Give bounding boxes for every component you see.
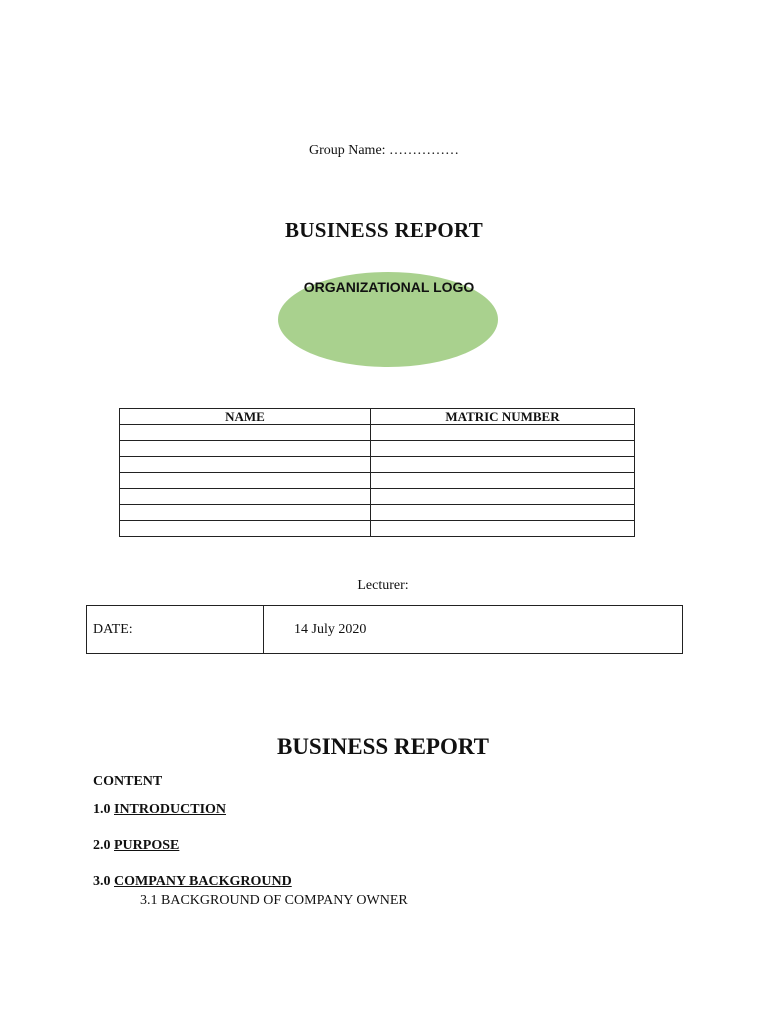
toc-subitem-company-owner: 3.1 BACKGROUND OF COMPANY OWNER	[140, 893, 408, 908]
name-cell[interactable]	[120, 505, 371, 521]
toc-item-link[interactable]: PURPOSE	[114, 838, 180, 853]
table-row	[120, 425, 635, 441]
matric-cell[interactable]	[371, 505, 635, 521]
date-label: DATE:	[87, 606, 264, 654]
toc-item-company-background[interactable]	[93, 874, 292, 890]
matric-cell[interactable]	[371, 441, 635, 457]
matric-number-column-header: MATRIC NUMBER	[371, 409, 635, 425]
matric-cell[interactable]	[371, 521, 635, 537]
contents-heading: CONTENT	[93, 774, 163, 789]
name-cell[interactable]	[120, 489, 371, 505]
members-table	[119, 408, 635, 537]
table-header-row	[120, 409, 635, 425]
table-row	[120, 505, 635, 521]
matric-cell[interactable]	[371, 489, 635, 505]
matric-cell[interactable]	[371, 457, 635, 473]
table-row	[120, 521, 635, 537]
name-cell[interactable]	[120, 425, 371, 441]
table-row	[120, 473, 635, 489]
name-column-header: NAME	[120, 409, 371, 425]
logo-label: ORGANIZATIONAL LOGO	[303, 279, 475, 295]
name-cell[interactable]	[120, 473, 371, 489]
name-cell[interactable]	[120, 457, 371, 473]
date-value: 14 July 2020	[264, 606, 683, 654]
table-row	[120, 441, 635, 457]
contents-page-title: BUSINESS REPORT	[276, 734, 489, 759]
matric-cell[interactable]	[371, 425, 635, 441]
toc-item-number: 2.0	[93, 838, 111, 853]
lecturer-label: Lecturer:	[357, 578, 409, 593]
toc-item-link[interactable]: COMPANY BACKGROUND	[114, 874, 292, 889]
date-table	[86, 605, 683, 654]
toc-item-purpose[interactable]	[93, 838, 179, 854]
date-row	[87, 606, 683, 654]
name-cell[interactable]	[120, 521, 371, 537]
toc-item-number: 3.0	[93, 874, 111, 889]
group-name-line: Group Name: ……………	[308, 143, 460, 158]
toc-item-introduction[interactable]	[93, 802, 226, 818]
toc-item-number: 1.0	[93, 802, 111, 817]
table-row	[120, 489, 635, 505]
cover-title: BUSINESS REPORT	[284, 218, 484, 242]
name-cell[interactable]	[120, 441, 371, 457]
table-row	[120, 457, 635, 473]
toc-item-link[interactable]: INTRODUCTION	[114, 802, 227, 817]
matric-cell[interactable]	[371, 473, 635, 489]
